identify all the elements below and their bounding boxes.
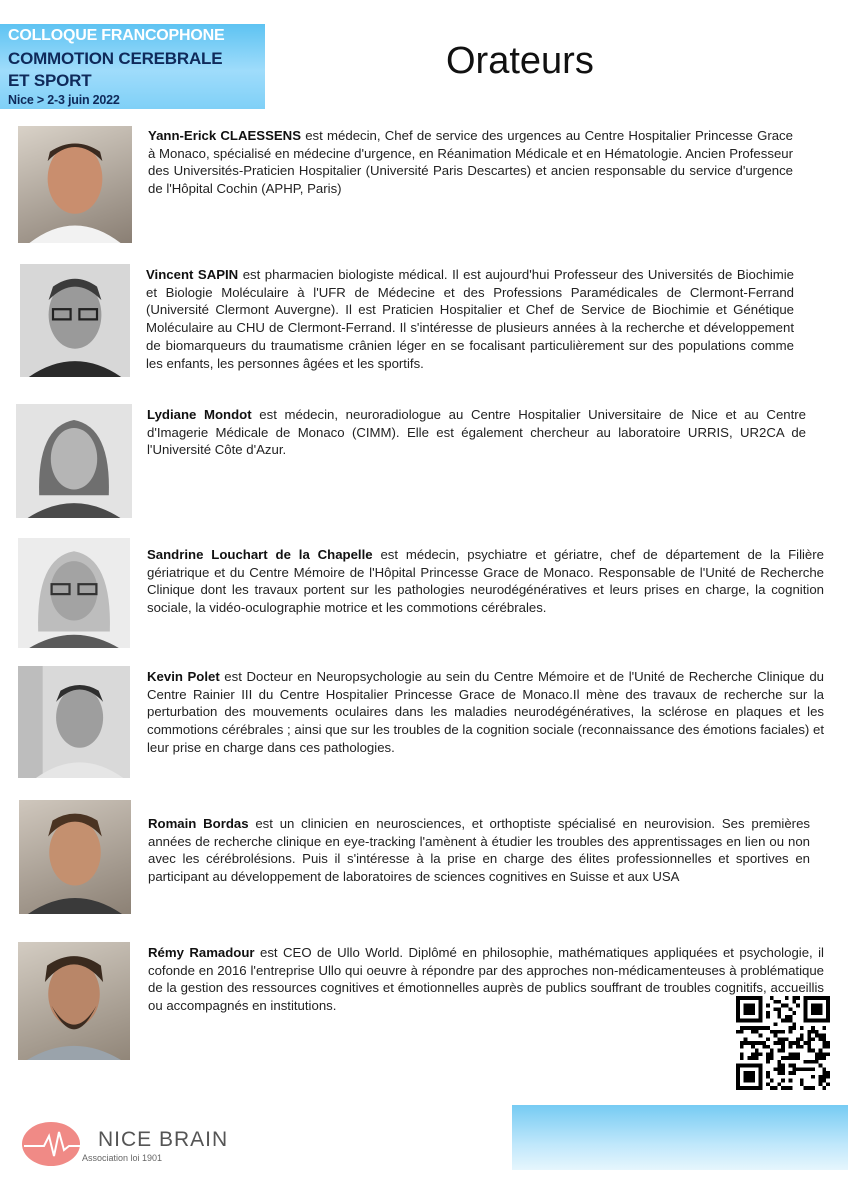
speaker-photo-ramadour <box>18 942 130 1060</box>
speaker-bio-ramadour <box>148 944 824 1015</box>
footer-band <box>512 1105 848 1170</box>
speaker-description: est médecin, Chef de service des urgences au Centre Hospitalier Princesse Grace à Monaco, spécialisé en médecine d'urgence, en Réanimation Médicale et en Hématologie. Ancien Professeur des Universités-Praticien Hospitalier (Université Paris Descartes) et ancien responsable du service d'urgence de l'Hôpital Cochin (APHP, Paris) <box>148 128 793 197</box>
speaker-photo-louchart <box>18 538 130 648</box>
speaker-bio-bordas <box>148 815 810 886</box>
speaker-description: est pharmacien biologiste médical. Il est aujourd'hui Professeur des Universités de Biochimie et Biologie Moléculaire à l'UFR de Médecine et des Professions Paramédicales de Clermont-Ferrand (Université Clermont Auvergne). Il est Praticien Hospitalier et Chef de Service de Biochimie et Génétique Moléculaire au CHU de Clermont-Ferrand. Il s'intéresse de plusieurs années à la recherche et développement de biomarqueurs du traumatisme crânien léger en se focalisant particulièrement sur des populations comme les enfants, les personnes âgées et les sportifs. <box>146 267 794 371</box>
speaker-name: Romain Bordas <box>148 816 249 831</box>
speaker-bio-mondot <box>147 406 806 459</box>
logo-name: NICE BRAIN <box>98 1128 229 1151</box>
speaker-photo-sapin <box>20 264 130 377</box>
speaker-photo-polet <box>18 666 130 778</box>
speaker-bio-claessens <box>148 127 793 198</box>
event-banner <box>0 24 265 109</box>
speaker-description: est CEO de Ullo World. Diplômé en philosophie, mathématiques appliquées et psychologie, il cofonde en 2016 l'entreprise Ullo qui oeuvre à répondre par des approches non-médicamenteuses à problématique de la gestion des ressources cognitives et émotionnelles auprès de publics souffrant de troubles cognitifs, accueillis ou accompagnés en institutions. <box>148 945 824 1014</box>
speaker-description: est un clinicien en neurosciences, et orthoptiste spécialisé en neurovision. Ses premières années de recherche clinique en eye-tracking l'amènent à étudier les troubles des apprentissages en lien ou non avec les cérébrolésions. Puis il s'intéresse à la prise en charge des élites professionnelles et sportives en participant au développement de laboratoires de sciences cognitives en Suisse et aux USA <box>148 816 810 885</box>
banner-line-3: ET SPORT <box>8 71 92 90</box>
speaker-photo-mondot <box>16 404 132 518</box>
speaker-name: Sandrine Louchart de la Chapelle <box>147 547 373 562</box>
speaker-name: Lydiane Mondot <box>147 407 252 422</box>
speaker-bio-louchart <box>147 546 824 617</box>
speaker-photo-bordas <box>19 800 131 914</box>
speaker-bio-polet <box>147 668 824 757</box>
banner-line-1: COLLOQUE FRANCOPHONE <box>8 27 225 44</box>
qr-code[interactable] <box>736 996 830 1090</box>
speaker-bio-sapin <box>146 266 794 372</box>
speaker-description: est médecin, psychiatre et gériatre, chef de département de la Filière gériatrique et du Centre Mémoire de l'Hôpital Princesse Grace de Monaco. Responsable de l'Unité de Recherche Clinique dont les travaux portent sur les pathologies neurodégénératives et leurs prises en charge, la cognition sociale, la vidéo-oculographie motrice et les commotions cérébrales. <box>147 547 824 616</box>
speaker-name: Yann-Erick CLAESSENS <box>148 128 301 143</box>
speaker-photo-claessens <box>18 126 132 243</box>
speaker-name: Rémy Ramadour <box>148 945 255 960</box>
logo-subtitle: Association loi 1901 <box>82 1153 163 1163</box>
page-title: Orateurs <box>446 40 594 82</box>
nice-brain-logo <box>22 1118 232 1170</box>
speaker-description: est Docteur en Neuropsychologie au sein du Centre Mémoire et de l'Unité de Recherche Clinique du Centre Rainier III du Centre Hospitalier Princesse Grace de Monaco.Il mène des travaux de recherche sur la perturbation des mouvements oculaires dans les maladies neurodégénératives, la sclérose en plaques et les commotions cérébrales ; ainsi que sur les troubles de la cognition sociale (reconnaissance des émotions faciales) et leur prise en charge dans ces pathologies. <box>147 669 824 755</box>
speaker-name: Vincent SAPIN <box>146 267 239 282</box>
speaker-description: est médecin, neuroradiologue au Centre Hospitalier Universitaire de Nice et au Centre d'Imagerie Médicale de Monaco (CIMM). Elle est également chercheur au laboratoire URRIS, UR2CA de l'Université Côte d'Azur. <box>147 407 807 458</box>
banner-date: Nice > 2-3 juin 2022 <box>8 93 120 107</box>
banner-line-2: COMMOTION CEREBRALE <box>8 49 223 68</box>
speaker-name: Kevin Polet <box>147 669 220 684</box>
